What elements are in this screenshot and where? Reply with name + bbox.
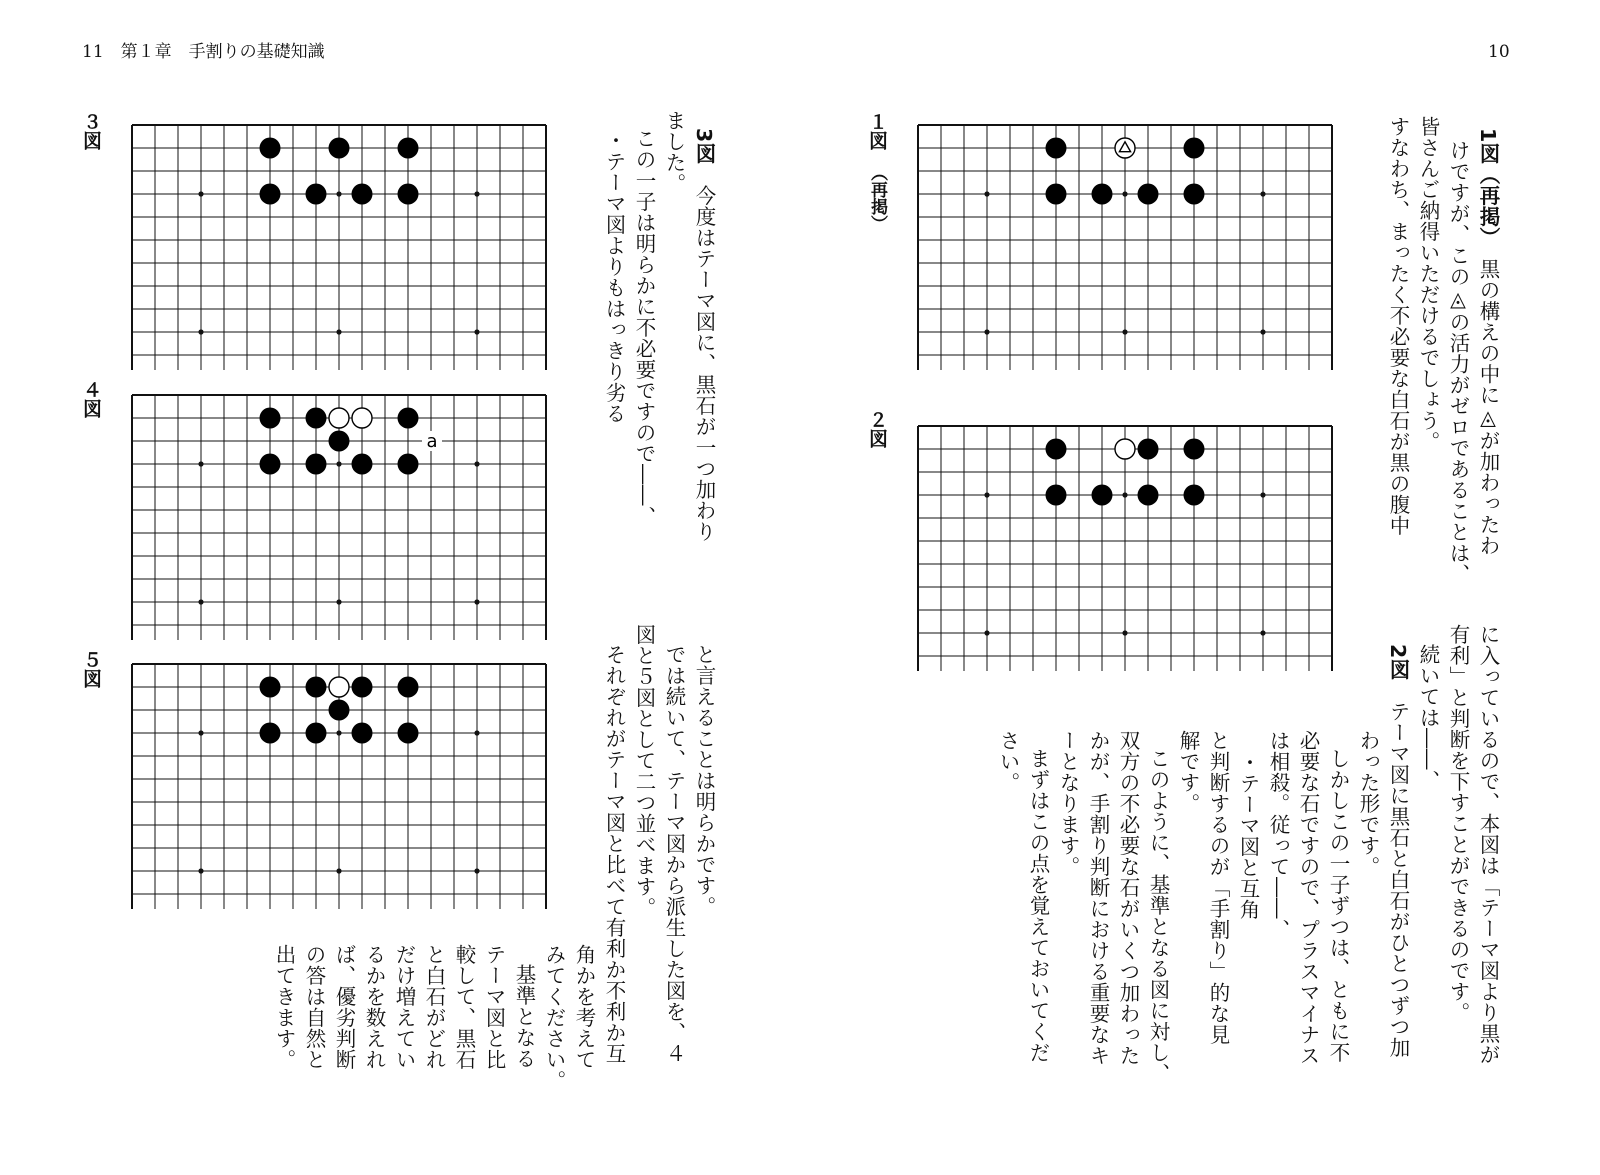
black-stone: [352, 677, 373, 698]
text-column: それぞれがテーマ図と比べて有利か不利か互: [602, 644, 626, 1064]
text-run: 今度はテーマ図に、黒石が一つ加わり: [692, 163, 716, 542]
text-run: が加わったわ: [1476, 430, 1500, 557]
black-stone: [260, 677, 281, 698]
text-run: テーマ図に黒石と白石がひとつずつ加: [1386, 679, 1410, 1058]
black-stone: [1092, 485, 1113, 506]
text-column: テーマ図と比: [482, 944, 506, 1070]
black-stone: [306, 408, 327, 429]
star-point: [474, 868, 479, 873]
black-stone: [1046, 138, 1067, 159]
text-column: 較して、黒石: [452, 944, 476, 1070]
text-column: ました。: [662, 110, 686, 194]
text-column: 出てきます。: [272, 944, 296, 1070]
star-point: [198, 191, 203, 196]
black-stone: [352, 454, 373, 475]
text-column: ば、優劣判断: [332, 944, 356, 1070]
star-point: [1122, 492, 1127, 497]
text-column: みてください。: [542, 944, 566, 1091]
black-stone: [352, 184, 373, 205]
text-column: に入っているので、本図は「テーマ図より黒が: [1476, 624, 1500, 1065]
text-column: 角かを考えて: [572, 944, 596, 1070]
star-point: [336, 329, 341, 334]
black-stone: [1046, 439, 1067, 460]
black-stone: [1184, 184, 1205, 205]
black-stone: [260, 723, 281, 744]
star-point: [474, 191, 479, 196]
white-stone: [352, 408, 372, 428]
figure-label-1-subtitle: （再掲）: [867, 164, 887, 232]
black-stone: [1092, 184, 1113, 205]
star-point: [336, 461, 341, 466]
black-stone: [260, 184, 281, 205]
black-stone: [329, 700, 350, 721]
text-column: ・テーマ図と互角: [1236, 752, 1260, 920]
figure-label-1: １図: [866, 112, 888, 150]
text-column: 解です。: [1176, 730, 1200, 814]
star-point: [198, 730, 203, 735]
text-column: さい。: [996, 730, 1020, 793]
star-point: [336, 730, 341, 735]
black-stone: [398, 408, 419, 429]
inline-figure-ref: 3図: [692, 128, 716, 164]
black-stone: [306, 723, 327, 744]
star-point: [984, 191, 989, 196]
black-stone: [1138, 439, 1159, 460]
star-point: [984, 630, 989, 635]
white-stone: [1115, 439, 1135, 459]
black-stone: [1138, 485, 1159, 506]
black-stone: [398, 454, 419, 475]
text-column: しかしこの一子ずつは、ともに不: [1326, 748, 1350, 1063]
star-point: [1260, 492, 1265, 497]
go-board-figure-3: [131, 124, 545, 370]
text-column: けですが、この◬の活力がゼロであることは、: [1446, 140, 1470, 585]
go-board-figure-2: [917, 425, 1331, 671]
text-column: と白石がどれ: [422, 944, 446, 1070]
figure-label-4: ４図: [80, 380, 102, 418]
black-stone: [260, 138, 281, 159]
figure-label-5: ５図: [80, 650, 102, 688]
text-column: と言えることは明らかです。: [692, 644, 716, 917]
black-stone: [398, 677, 419, 698]
running-header-left: 11 第１章 手割りの基礎知識: [82, 42, 325, 62]
black-stone: [1046, 184, 1067, 205]
text-column: 基準となる: [512, 964, 536, 1069]
text-column: [692, 128, 716, 542]
star-point: [1122, 329, 1127, 334]
text-column: ・テーマ図よりもはっきり劣る: [602, 130, 626, 424]
black-stone: [398, 723, 419, 744]
text-column: このように、基準となる図に対し、: [1146, 748, 1170, 1084]
text-column: 続いては――、: [1416, 644, 1440, 791]
text-column: 皆さんご納得いただけるでしょう。: [1416, 116, 1440, 452]
inline-figure-ref: 1図（再掲）: [1476, 128, 1500, 238]
black-stone: [306, 677, 327, 698]
star-point: [198, 868, 203, 873]
text-column: 有利」と判断を下すことができるのです。: [1446, 624, 1470, 1023]
text-column: [1476, 128, 1500, 556]
star-point: [474, 730, 479, 735]
star-point: [474, 329, 479, 334]
black-stone: [306, 454, 327, 475]
star-point: [984, 492, 989, 497]
black-stone: [260, 454, 281, 475]
black-stone: [260, 408, 281, 429]
black-stone: [329, 431, 350, 452]
black-stone: [1046, 485, 1067, 506]
go-board-figure-5: [131, 663, 545, 909]
star-point: [198, 599, 203, 604]
text-column: では続いて、テーマ図から派生した図を、４: [662, 644, 686, 1064]
black-stone: [329, 138, 350, 159]
white-stone: [329, 677, 349, 697]
black-stone: [1184, 485, 1205, 506]
star-point: [198, 329, 203, 334]
text-column: 双方の不必要な石がいくつ加わった: [1116, 730, 1140, 1066]
text-column: わった形です。: [1356, 730, 1380, 877]
text-column: かが、手割り判断における重要なキ: [1086, 730, 1110, 1066]
inline-figure-ref: 2図: [1386, 644, 1410, 680]
star-point: [984, 329, 989, 334]
text-column: ーとなります。: [1056, 730, 1080, 877]
text-column: まずはこの点を覚えておいてくだ: [1026, 748, 1050, 1063]
triangle-stone-symbol: ◬: [1476, 405, 1500, 431]
black-stone: [1138, 184, 1159, 205]
star-point: [1122, 630, 1127, 635]
star-point: [1260, 630, 1265, 635]
text-column: だけ増えてい: [392, 944, 416, 1070]
star-point: [474, 461, 479, 466]
text-column: この一子は明らかに不必要ですので――、: [632, 128, 656, 527]
star-point: [1260, 329, 1265, 334]
text-column: すなわち、まったく不必要な白石が黒の腹中: [1386, 116, 1410, 536]
black-stone: [1184, 138, 1205, 159]
text-column: は相殺。従って――、: [1266, 730, 1290, 940]
star-point: [474, 599, 479, 604]
text-column: 図と５図として二つ並べます。: [632, 624, 656, 918]
black-stone: [306, 184, 327, 205]
go-board-figure-4: [131, 394, 545, 640]
point-label-a: a: [426, 431, 438, 452]
black-stone: [398, 138, 419, 159]
text-column: るかを数えれ: [362, 944, 386, 1070]
figure-label-2: ２図: [866, 410, 888, 448]
star-point: [336, 868, 341, 873]
star-point: [1260, 191, 1265, 196]
star-point: [198, 461, 203, 466]
black-stone: [398, 184, 419, 205]
text-column: 必要な石ですので、プラスマイナス: [1296, 730, 1320, 1066]
black-stone: [1184, 439, 1205, 460]
text-column: [1386, 644, 1410, 1058]
figure-label-3: ３図: [80, 112, 102, 150]
black-stone: [352, 723, 373, 744]
text-column: と判断するのが「手割り」的な見: [1206, 730, 1230, 1045]
star-point: [336, 191, 341, 196]
star-point: [336, 599, 341, 604]
text-column: の答は自然と: [302, 944, 326, 1070]
white-stone: [329, 408, 349, 428]
page-number-right: 10: [1488, 42, 1510, 62]
go-board-figure-1: [917, 124, 1331, 370]
star-point: [1122, 191, 1127, 196]
text-run: 黒の構えの中に: [1476, 237, 1500, 406]
